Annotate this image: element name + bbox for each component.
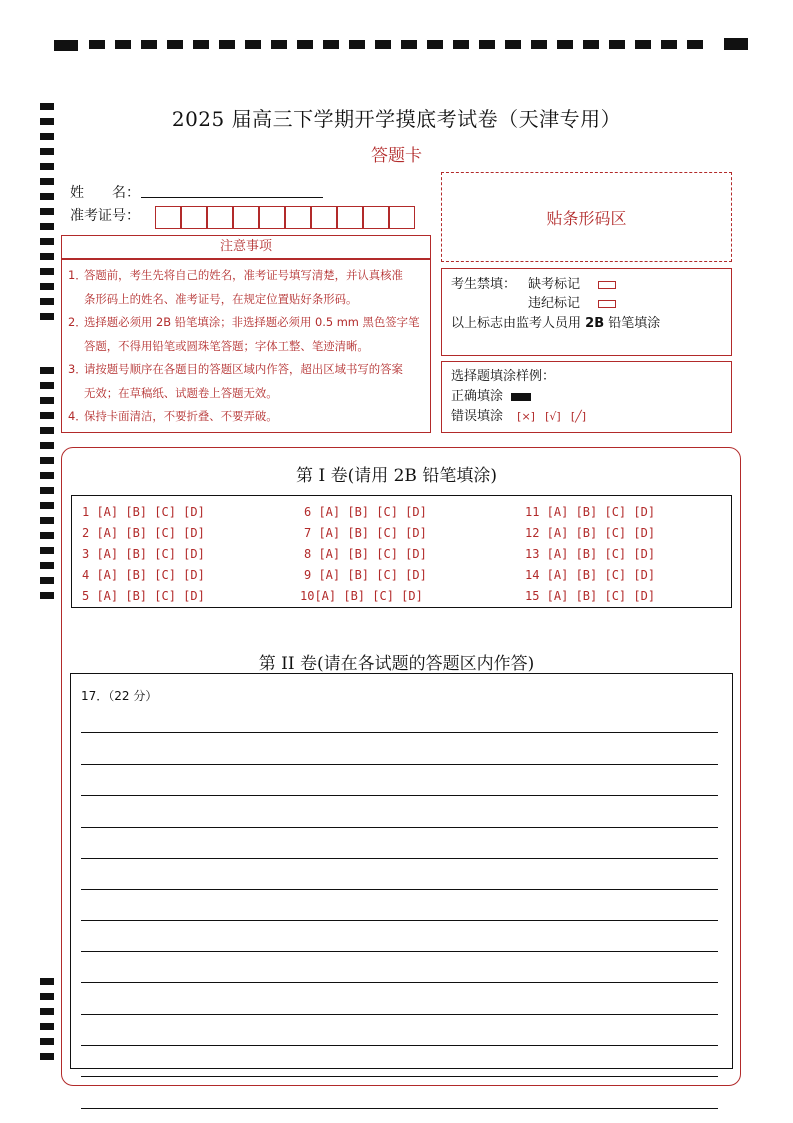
wrong-fill-label: 错误填涂 [451, 409, 504, 424]
barcode-label: 贴条形码区 [546, 208, 627, 228]
page-title: 2025 届高三下学期开学摸底考试卷（天津专用） [171, 107, 622, 131]
question-17-label: 17．（22 分） [81, 689, 158, 703]
absent-mark-box[interactable] [598, 281, 616, 289]
mcq-question-row[interactable]: 8 [A] [B] [C] [D] [304, 547, 427, 561]
id-digit-box[interactable] [207, 206, 233, 229]
writing-line[interactable] [81, 889, 718, 890]
notice-box [61, 259, 431, 433]
writing-line[interactable] [81, 732, 718, 733]
mcq-question-row[interactable]: 3 [A] [B] [C] [D] [82, 547, 205, 561]
correct-fill-label: 正确填涂 [451, 389, 504, 404]
ban-note-suffix: 铅笔填涂 [608, 316, 661, 331]
mcq-question-row[interactable]: 13 [A] [B] [C] [D] [525, 547, 656, 561]
writing-line[interactable] [81, 1108, 718, 1109]
writing-line[interactable] [81, 1076, 718, 1077]
ban-note-bold: 2B [585, 316, 605, 331]
correct-fill-swatch [511, 393, 531, 401]
wrong-fill-mark: [×] [517, 410, 535, 423]
id-digit-box[interactable] [337, 206, 363, 229]
fill-sample-box [441, 361, 732, 433]
name-label: 姓 名： [70, 185, 140, 201]
writing-line[interactable] [81, 795, 718, 796]
id-digit-box[interactable] [389, 206, 415, 229]
barcode-area [441, 172, 732, 262]
mcq-question-row[interactable]: 12 [A] [B] [C] [D] [525, 526, 656, 540]
notice-item: 2．选择题必须用 2B 铅笔填涂；非选择题必须用 0.5 mm 黑色签字笔 答题，不得用铅笔或圆珠笔答题；字体工整、笔迹清晰。 [68, 315, 420, 353]
mcq-question-row[interactable]: 7 [A] [B] [C] [D] [304, 526, 427, 540]
id-digit-box[interactable] [311, 206, 337, 229]
mcq-question-row[interactable]: 6 [A] [B] [C] [D] [304, 505, 427, 519]
mcq-question-row[interactable]: 9 [A] [B] [C] [D] [304, 568, 427, 582]
id-digit-box[interactable] [259, 206, 285, 229]
id-digit-box[interactable] [363, 206, 389, 229]
name-field[interactable] [141, 197, 323, 198]
id-label: 准考证号： [70, 208, 140, 224]
id-digit-box[interactable] [181, 206, 207, 229]
mcq-question-row[interactable]: 10[A] [B] [C] [D] [300, 589, 423, 603]
mcq-question-row[interactable]: 11 [A] [B] [C] [D] [525, 505, 656, 519]
wrong-fill-mark: [╱] [570, 410, 587, 423]
writing-line[interactable] [81, 951, 718, 952]
ban-note-prefix: 以上标志由监考人员用 [451, 316, 582, 331]
writing-line[interactable] [81, 1014, 718, 1015]
mcq-question-row[interactable]: 5 [A] [B] [C] [D] [82, 589, 205, 603]
writing-line[interactable] [81, 858, 718, 859]
writing-line[interactable] [81, 982, 718, 983]
ban-label: 考生禁填： [451, 277, 517, 292]
writing-line[interactable] [81, 920, 718, 921]
notice-item: 1．答题前，考生先将自己的姓名，准考证号填写清楚，并认真核准 条形码上的姓名、准考证号，在规定位置贴好条形码。 [68, 268, 403, 306]
notice-heading: 注意事项 [61, 235, 431, 259]
mcq-question-row[interactable]: 14 [A] [B] [C] [D] [525, 568, 656, 582]
mcq-question-row[interactable]: 4 [A] [B] [C] [D] [82, 568, 205, 582]
mcq-question-row[interactable]: 1 [A] [B] [C] [D] [82, 505, 205, 519]
section2-title: 第 II 卷(请在各试题的答题区内作答) [258, 654, 535, 674]
writing-line[interactable] [81, 1045, 718, 1046]
writing-line[interactable] [81, 764, 718, 765]
violation-mark-box[interactable] [598, 300, 616, 308]
mcq-question-row[interactable]: 15 [A] [B] [C] [D] [525, 589, 656, 603]
writing-line[interactable] [81, 827, 718, 828]
id-digit-box[interactable] [155, 206, 181, 229]
violation-label: 违纪标记 [528, 296, 581, 311]
page-subtitle: 答题卡 [371, 146, 422, 166]
notice-item: 3．请按题号顺序在各题目的答题区域内作答，超出区域书写的答案 无效；在草稿纸、试题卷上答题无效。 [68, 362, 403, 400]
mcq-question-row[interactable]: 2 [A] [B] [C] [D] [82, 526, 205, 540]
notice-item: 4．保持卡面清洁，不要折叠、不要弄破。 [68, 409, 278, 423]
id-digit-box[interactable] [233, 206, 259, 229]
wrong-fill-mark: [√] [545, 410, 561, 423]
section1-title: 第 I 卷(请用 2B 铅笔填涂) [296, 466, 497, 486]
absent-label: 缺考标记 [528, 277, 581, 292]
id-digit-box[interactable] [285, 206, 311, 229]
proctor-marks-box [441, 268, 732, 356]
sample-heading: 选择题填涂样例： [451, 369, 556, 384]
